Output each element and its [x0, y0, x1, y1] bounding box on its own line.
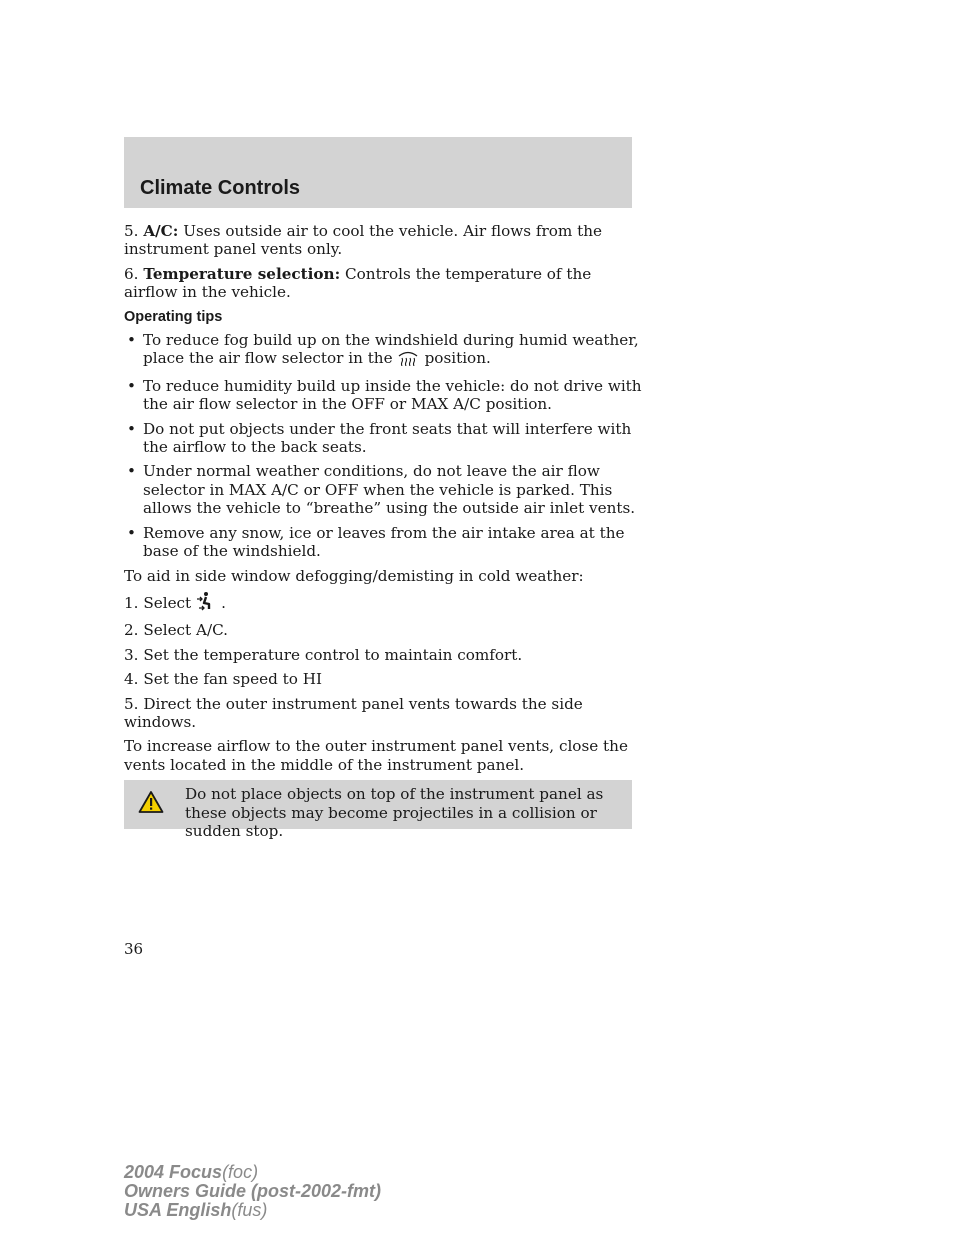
page-title: Climate Controls: [140, 177, 301, 199]
footer-line-1: 2004 Focus(foc): [124, 1162, 259, 1182]
page-content: [124, 222, 644, 840]
operating-tips-heading: Operating tips: [124, 308, 223, 325]
footer: [124, 1163, 381, 1220]
step-1: 1. Select .: [124, 591, 644, 615]
step-4: 4. Set the fan speed to HI: [124, 670, 322, 689]
list-item: • Under normal weather conditions, do not leave the air flow selector in MAX A/C or OFF when the vehicle is parked. This allows the vehicle to “breathe” using the outside air inlet vents.: [127, 462, 636, 518]
step-3: 3. Set the temperature control to maintain comfort.: [124, 645, 523, 664]
list-item: • Do not put objects under the front seats that will interfere with the airflow to the back seats.: [127, 419, 632, 457]
footer-line-2: Owners Guide (post-2002-fmt): [124, 1181, 382, 1201]
defrost-icon: [397, 350, 419, 370]
bullet: •: [127, 331, 136, 350]
step-5: 5. Direct the outer instrument panel vents towards the side windows.: [124, 694, 583, 731]
tips-list: [124, 331, 644, 560]
item-ac: 5. A/C: Uses outside air to cool the vehicle. Air flows from the instrument panel vents only.: [124, 222, 603, 259]
list-item: • To reduce fog build up on the windshield during humid weather, place the air flow selector in the position.: [124, 331, 644, 371]
list-item: • Remove any snow, ice or leaves from the air intake area at the base of the windshield.: [127, 523, 625, 561]
page-number: 36: [124, 940, 144, 958]
step-2: 2. Select A/C.: [124, 621, 228, 640]
footer-line-3: USA English(fus): [124, 1200, 268, 1220]
warning-triangle-icon: [138, 790, 164, 818]
defog-intro: To aid in side window defogging/demisting in cold weather:: [124, 566, 584, 585]
panel-floor-airflow-icon: [195, 591, 215, 615]
list-item: • To reduce humidity build up inside the vehicle: do not drive with the air flow selector in the OFF or MAX A/C position.: [127, 376, 642, 414]
warning-box: [124, 780, 632, 840]
warning-text: Do not place objects on top of the instrument panel as these objects may become projectiles in a collision or sudden stop.: [185, 785, 604, 840]
item-temperature: 6. Temperature selection: Controls the temperature of the airflow in the vehicle.: [124, 264, 592, 302]
airflow-note: To increase airflow to the outer instrument panel vents, close the vents located in the middle of the instrument panel.: [124, 737, 628, 774]
